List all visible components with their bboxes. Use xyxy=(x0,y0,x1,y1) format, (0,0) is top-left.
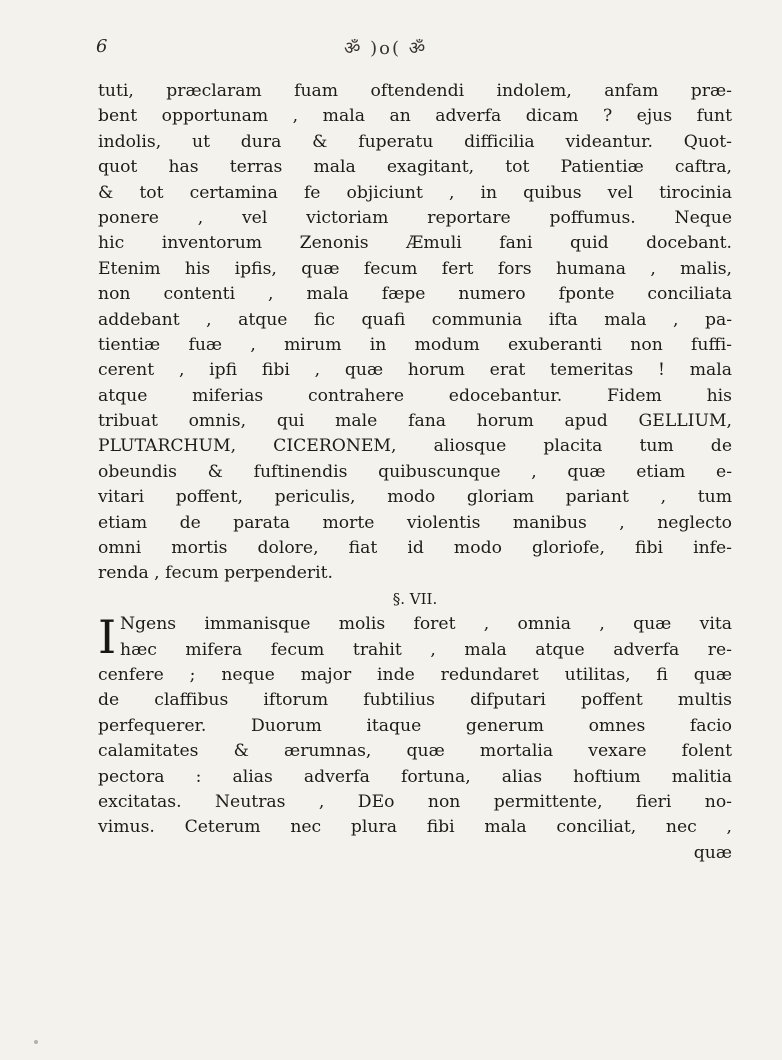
text-line: cerent , ipfi fibi , quæ horum erat temeritas ! mala xyxy=(98,360,732,381)
text-line: obeundis & fuftinendis quibuscunque , quæ etiam e- xyxy=(98,461,732,482)
text-line: addebant , atque fic quafi communia ifta mala , pa- xyxy=(98,309,732,330)
section-heading: §. VII. xyxy=(392,589,438,608)
text-line: etiam de parata morte violentis manibus , neglecto xyxy=(98,512,732,533)
drop-capital: I xyxy=(98,610,117,665)
text-line: pectora : alias adverfa fortuna, alias hoftium malitia xyxy=(98,766,732,787)
body-text xyxy=(98,79,732,866)
running-header xyxy=(96,36,736,60)
header-ornament: ॐ )o( ॐ xyxy=(344,38,428,59)
text-line: atque miferias contrahere edocebantur. Fidem his xyxy=(98,385,732,406)
text-line-content: Ngens immanisque molis foret , omnia , quæ vita xyxy=(120,614,732,635)
text-line: & tot certamina fe objiciunt , in quibus vel tirocinia xyxy=(98,182,732,203)
text-line: cenfere ; neque major inde redundaret utilitas, fi quæ xyxy=(98,664,732,685)
text-line: tientiæ fuæ , mirum in modum exuberanti non fuffi- xyxy=(98,334,732,355)
paper-speck xyxy=(34,1040,38,1044)
text-line: tuti, præclaram fuam oftendendi indolem, anfam præ- xyxy=(98,81,732,101)
text-line: renda , fecum perpenderit. xyxy=(98,563,333,584)
text-line: Etenim his ipfis, quæ fecum fert fors humana , malis, xyxy=(98,258,732,279)
text-line: quot has terras mala exagitant, tot Patientiæ caftra, xyxy=(98,157,732,178)
page-number: 6 xyxy=(96,36,108,57)
text-line: hic inventorum Zenonis Æmuli fani quid docebant. xyxy=(98,233,732,254)
text-line: hæc mifera fecum trahit , mala atque adverfa re- xyxy=(120,639,732,660)
text-line: vitari poffent, periculis, modo gloriam pariant , tum xyxy=(98,487,732,508)
text-line: PLUTARCHUM, CICERONEM, aliosque placita tum de xyxy=(98,436,732,457)
text-line: vimus. Ceterum nec plura fibi mala conciliat, nec , xyxy=(98,817,732,838)
text-line: calamitates & ærumnas, quæ mortalia vexare folent xyxy=(98,741,732,762)
text-line: bent opportunam , mala an adverfa dicam ? ejus funt xyxy=(98,106,732,127)
text-line: excitatas. Neutras , DEo non permittente, fieri no- xyxy=(98,791,732,812)
text-line: ponere , vel victoriam reportare poffumus. Neque xyxy=(98,207,732,228)
text-line: de claffibus iftorum fubtilius difputari poffent multis xyxy=(98,690,732,711)
text-line: tribuat omnis, qui male fana horum apud GELLIUM, xyxy=(98,411,732,432)
catchword: quæ xyxy=(693,842,732,863)
text-line: perfequerer. Duorum itaque generum omnes facio xyxy=(98,715,732,736)
text-line: indolis, ut dura & fuperatu difficilia videantur. Quot- xyxy=(98,131,732,152)
text-line: omni mortis dolore, fiat id modo gloriofe, fibi infe- xyxy=(98,538,732,559)
text-line: non contenti , mala fæpe numero fponte conciliata xyxy=(98,284,732,305)
